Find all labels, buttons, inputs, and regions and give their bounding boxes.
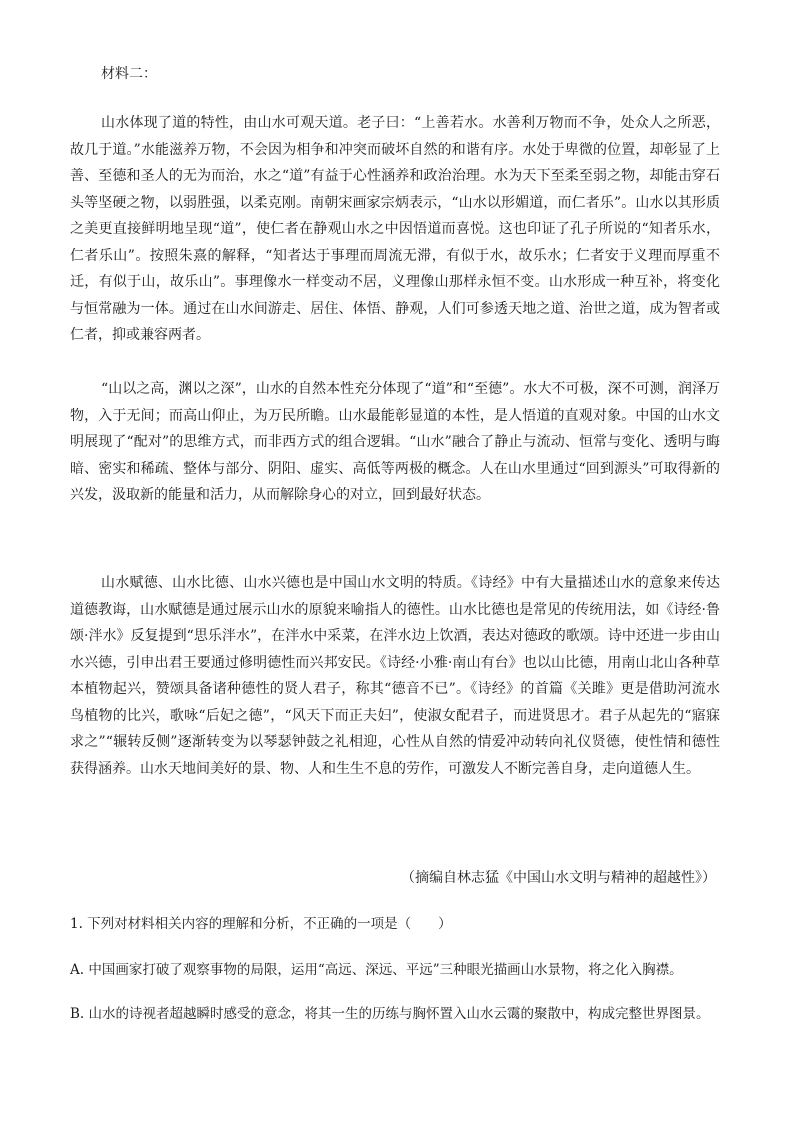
source-citation: （摘编自林志猛《中国山水文明与精神的超越性》） <box>401 870 716 886</box>
material-paragraph-2: “山以之高，渊以之深”，山水的自然本性充分体现了“道”和“至德”。水大不可极，深不可测，润泽万物，入于无间；而高山仰止，为万民所瞻。山水最能彰显道的本性，是人悟道的直观对象。中国的山水文明展现了“配对”的思维方式，而非西方式的组合逻辑。“山水”融合了静止与流动、恒常与变化、透明与晦暗、密实和稀疏、整体与部分、阴阳、虚实、高低等两极的概念。人在山水里通过“回到源头”可取得新的兴发，汲取新的能量和活力，从而解除身心的对立，回到最好状态。 <box>70 381 720 503</box>
material-heading: 材料二： <box>101 66 157 82</box>
material-paragraph-1: 山水体现了道的特性，由山水可观天道。老子曰：“上善若水。水善利万物而不争，处众人之所恶，故几于道。”水能滋养万物，不会因为相争和冲突而破坏自然的和谐有序。水处于卑微的位置，却彰显了上善、至德和圣人的无为而治，水之“道”有益于心性涵养和政治治理。水为天下至柔至弱之物，却能击穿石头等坚硬之物，以弱胜强，以柔克刚。南朝宋画家宗炳表示，“山水以形媚道，而仁者乐”。山水以其形质之美更直接鲜明地呈现“道”，使仁者在静观山水之中因悟道而喜悦。这也印证了孔子所说的“知者乐水，仁者乐山”。按照朱熹的解释，“知者达于事理而周流无滞，有似于水，故乐水；仁者安于义理而厚重不迁，有似于山，故乐山”。事理像水一样变动不居，义理像山那样永恒不变。山水形成一种互补，将变化与恒常融为一体。通过在山水间游走、居住、体悟、静观，人们可参透天地之道、治世之道，成为智者或仁者，抑或兼容两者。 <box>70 115 720 343</box>
question-stem: 1. 下列对材料相关内容的理解和分析，不正确的一项是（ ） <box>70 916 452 932</box>
material-paragraph-3: 山水赋德、山水比德、山水兴德也是中国山水文明的特质。《诗经》中有大量描述山水的意象来传达道德教诲，山水赋德是通过展示山水的原貌来喻指人的德性。山水比德也是常见的传统用法，如《诗经·鲁颂·泮水》反复提到“思乐泮水”，在泮水中采菜，在泮水边上饮酒，表达对德政的歌颂。诗中还进一步由山水兴德，引申出君王要通过修明德性而兴邦安民。《诗经·小雅·南山有台》也以山比德，用南山北山各种草本植物起兴，赞颂具备诸种德性的贤人君子，称其“德音不已”。《诗经》的首篇《关雎》更是借助河流水鸟植物的比兴，歌咏“后妃之德”，“风天下而正夫妇”，使淑女配君子，而进贤思才。君子从起先的“寤寐求之”“辗转反侧”逐渐转变为以琴瑟钟鼓之礼相迎，心性从自然的情爱冲动转向礼仪贤德，使性情和德性获得涵养。山水天地间美好的景、物、人和生生不息的劳作，可激发人不断完善自身，走向道德人生。 <box>70 575 720 777</box>
question-option-b: B. 山水的诗视者超越瞬时感受的意念，将其一生的历练与胸怀置入山水云霭的聚散中，构成完整世界图景。 <box>70 1006 710 1022</box>
question-option-a: A. 中国画家打破了观察事物的局限，运用“高远、深远、平远”三种眼光描画山水景物，将之化入胸襟。 <box>70 962 683 978</box>
